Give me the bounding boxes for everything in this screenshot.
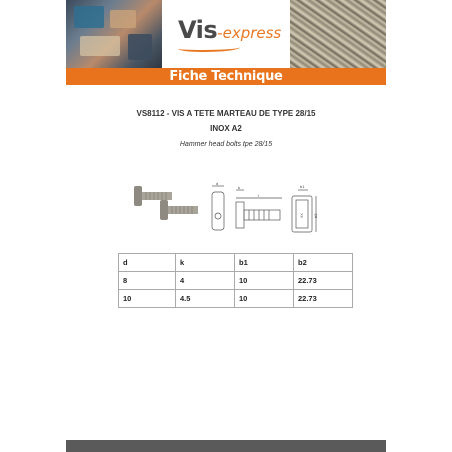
end-view-diagram	[212, 186, 224, 230]
table-cell: 4.5	[176, 290, 235, 308]
table-cell: 10	[235, 290, 294, 308]
header-cell: k	[176, 254, 235, 272]
header-cell: b1	[235, 254, 294, 272]
footer-bar	[66, 440, 386, 452]
label-b2: b2	[313, 213, 318, 218]
table-cell: 8	[119, 272, 176, 290]
table-cell: 10	[119, 290, 176, 308]
product-material: INOX A2	[210, 124, 242, 133]
screws-photo	[290, 0, 386, 68]
table-cell: 22.73	[294, 290, 353, 308]
product-title: VS8112 - VIS A TETE MARTEAU DE TYPE 28/15	[136, 109, 316, 118]
header-cell: d	[119, 254, 176, 272]
brand-name: Vis	[178, 16, 218, 44]
header-cell: b2	[294, 254, 353, 272]
table-row	[119, 290, 353, 308]
label-b1: b1	[300, 184, 305, 189]
table-cell: 22.73	[294, 272, 353, 290]
brand-logo	[178, 16, 281, 44]
section-title: Fiche Technique	[169, 69, 283, 84]
label-l: l	[258, 193, 259, 198]
brand-suffix: -express	[217, 24, 282, 42]
table-header-row	[119, 254, 353, 272]
bolt-illustration	[160, 200, 198, 220]
table-cell: 4	[176, 272, 235, 290]
table-cell: 10	[235, 272, 294, 290]
tools-photo	[66, 0, 162, 68]
product-english-name: Hammer head bolts tpe 28/15	[179, 141, 273, 148]
table-row	[119, 272, 353, 290]
label-k: k	[238, 185, 240, 190]
section-title-bar	[66, 68, 386, 85]
header-banner	[66, 0, 386, 68]
logo-swoosh	[178, 44, 240, 52]
label-d: d	[216, 181, 219, 186]
label-x: XX	[300, 213, 304, 218]
head-view-diagram	[292, 190, 316, 232]
side-view-diagram	[236, 190, 282, 228]
datasheet-page	[66, 0, 386, 452]
dimensions-table	[118, 253, 353, 308]
technical-drawing	[132, 180, 322, 238]
